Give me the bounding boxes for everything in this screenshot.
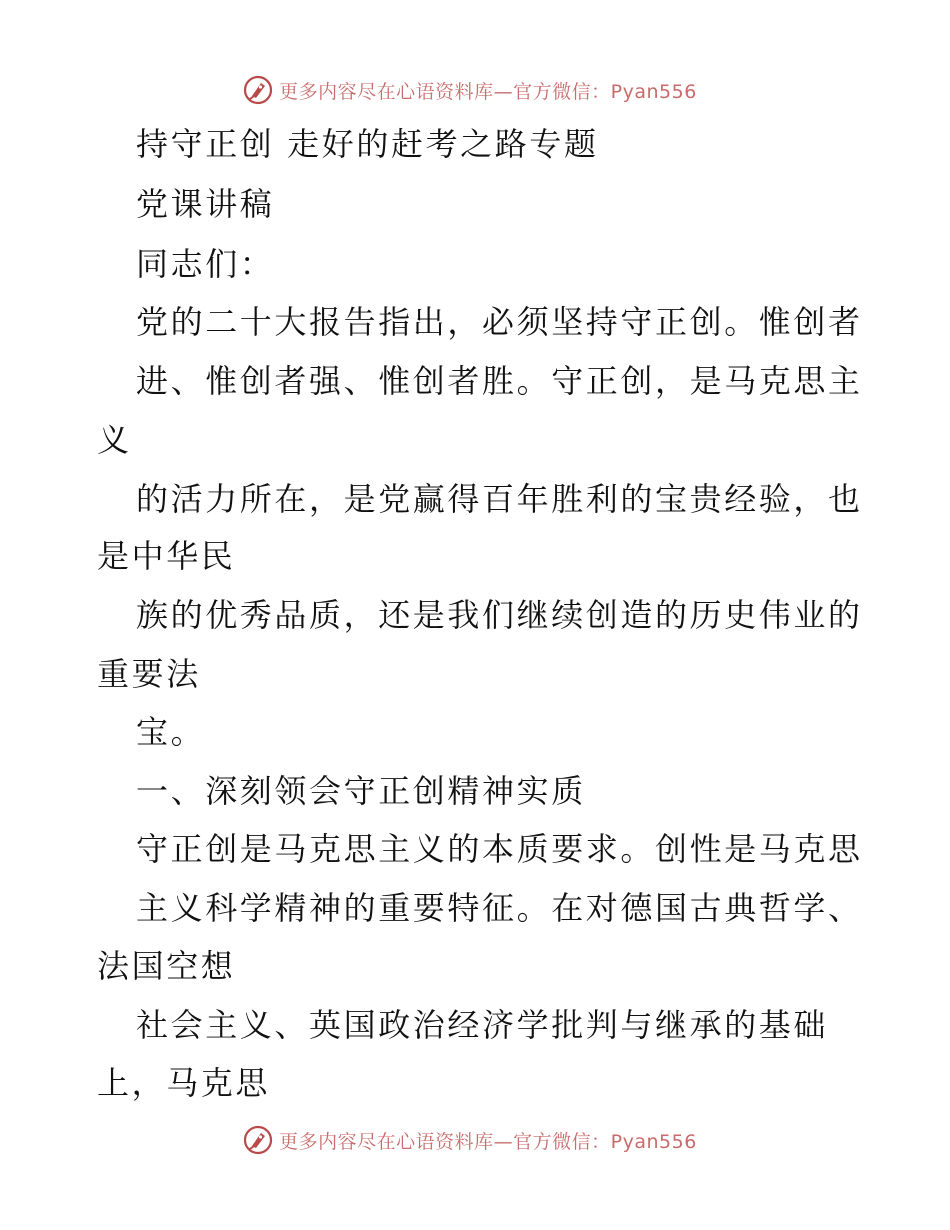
text-line: 主义科学精神的重要特征。在对德国古典哲学、 (136, 889, 863, 927)
text-line: 宝。 (136, 713, 206, 751)
text-line: 守正创是马克思主义的本质要求。创性是马克思 (136, 830, 863, 868)
banner-text: 更多内容尽在心语资料库—官方微信：Pyan556 (279, 1130, 697, 1153)
text-line: 的活力所在，是党赢得百年胜利的宝贵经验，也 (136, 480, 863, 518)
text-line: 重要法 (97, 655, 201, 693)
banner-text: 更多内容尽在心语资料库—官方微信：Pyan556 (279, 80, 697, 103)
text-line: 族的优秀品质，还是我们继续创造的历史伟业的 (136, 596, 863, 634)
text-line: 党的二十大报告指出，必须坚持守正创。惟创者 (136, 303, 863, 341)
text-line: 法国空想 (97, 947, 236, 985)
document-subtitle: 党课讲稿 (136, 185, 275, 223)
document-title: 持守正创 走好的赶考之路专题 (136, 125, 599, 163)
text-line: 社会主义、英国政治经济学批判与继承的基础 (136, 1006, 829, 1044)
pen-nib-seal-icon (243, 1125, 273, 1155)
pen-nib-seal-icon (243, 75, 273, 105)
header-banner (0, 70, 950, 110)
text-line: 上，马克思 (97, 1064, 271, 1102)
text-line: 是中华民 (97, 537, 236, 575)
footer-banner (0, 1120, 950, 1160)
text-line: 义 (97, 421, 132, 459)
text-line: 进、惟创者强、惟创者胜。守正创，是马克思主 (136, 362, 863, 400)
section-heading: 一、深刻领会守正创精神实质 (136, 772, 586, 810)
salutation: 同志们： (136, 245, 275, 283)
